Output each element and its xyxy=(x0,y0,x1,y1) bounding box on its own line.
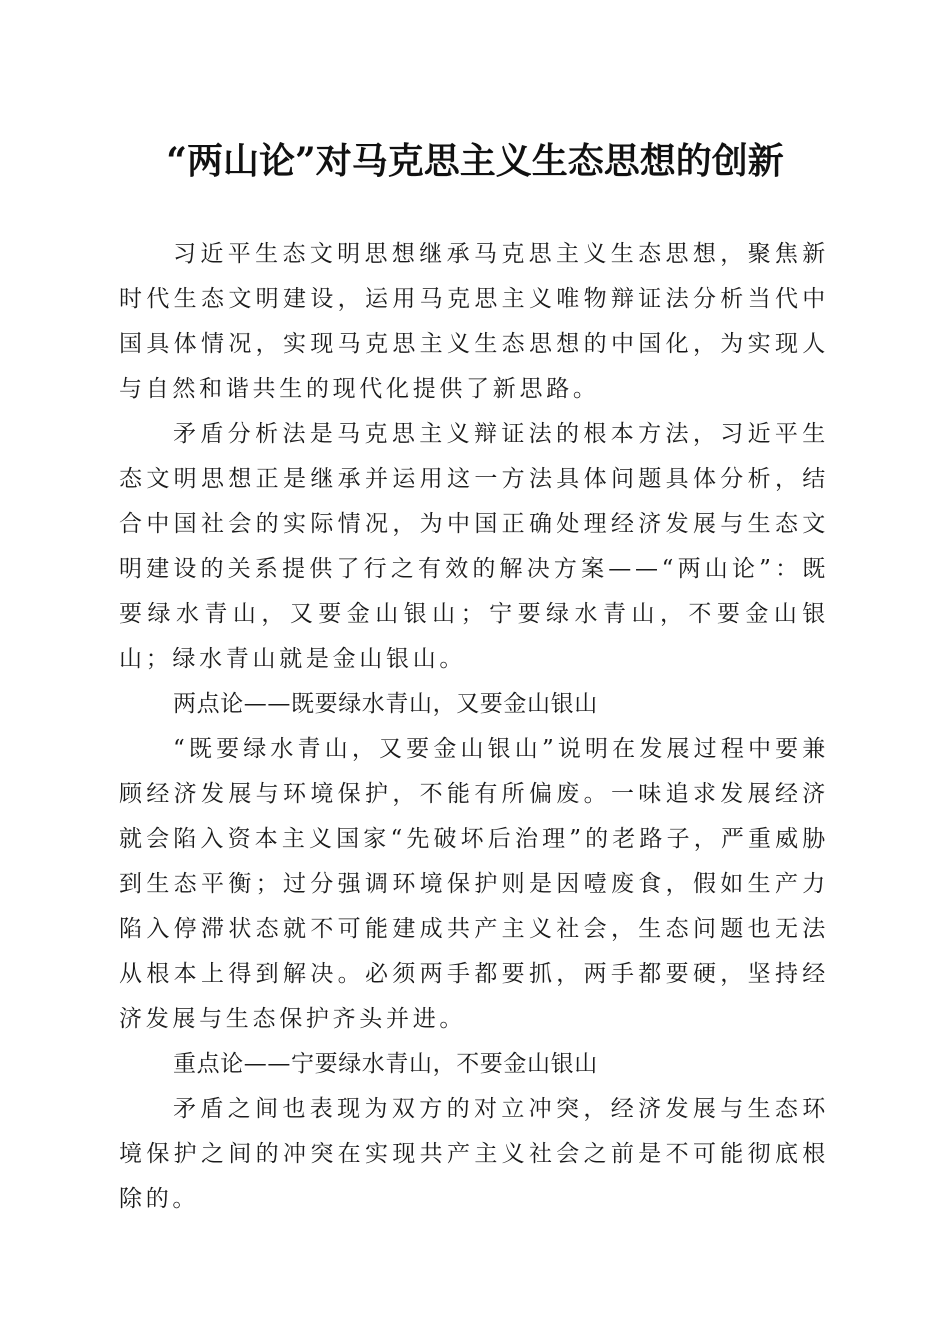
paragraph-intro: 习近平生态文明思想继承马克思主义生态思想，聚焦新时代生态文明建设，运用马克思主义唯物辩证法分析当代中国具体情况，实现马克思主义生态思想的中国化，为实现人与自然和谐共生的现代化提供了新思路。 xyxy=(119,241,829,402)
paragraph-contradiction-analysis: 矛盾分析法是马克思主义辩证法的根本方法，习近平生态文明思想正是继承并运用这一方法具体问题具体分析，结合中国社会的实际情况，为中国正确处理经济发展与生态文明建设的关系提供了行之有效的解决方案——“两山论”：既要绿水青山，又要金山银山；宁要绿水青山，不要金山银山；绿水青山就是金山银山。 xyxy=(119,421,829,672)
section-heading-two-point-theory: 两点论——既要绿水青山，又要金山银山 xyxy=(173,691,598,717)
paragraph-two-point-theory: “既要绿水青山，又要金山银山”说明在发展过程中要兼顾经济发展与环境保护，不能有所偏废。一味追求发展经济就会陷入资本主义国家“先破坏后治理”的老路子，严重威胁到生态平衡；过分强调环境保护则是因噎废食，假如生产力陷入停滞状态就不可能建成共产主义社会，生态问题也无法从根本上得到解决。必须两手都要抓，两手都要硬，坚持经济发展与生态保护齐头并进。 xyxy=(119,736,829,1032)
paragraph-key-point-theory: 矛盾之间也表现为双方的对立冲突，经济发展与生态环境保护之间的冲突在实现共产主义社会之前是不可能彻底根除的。 xyxy=(119,1096,829,1212)
document-title: “两山论”对马克思主义生态思想的创新 xyxy=(166,140,784,182)
document-body xyxy=(119,232,829,1222)
section-heading-key-point-theory: 重点论——宁要绿水青山，不要金山银山 xyxy=(173,1051,598,1077)
